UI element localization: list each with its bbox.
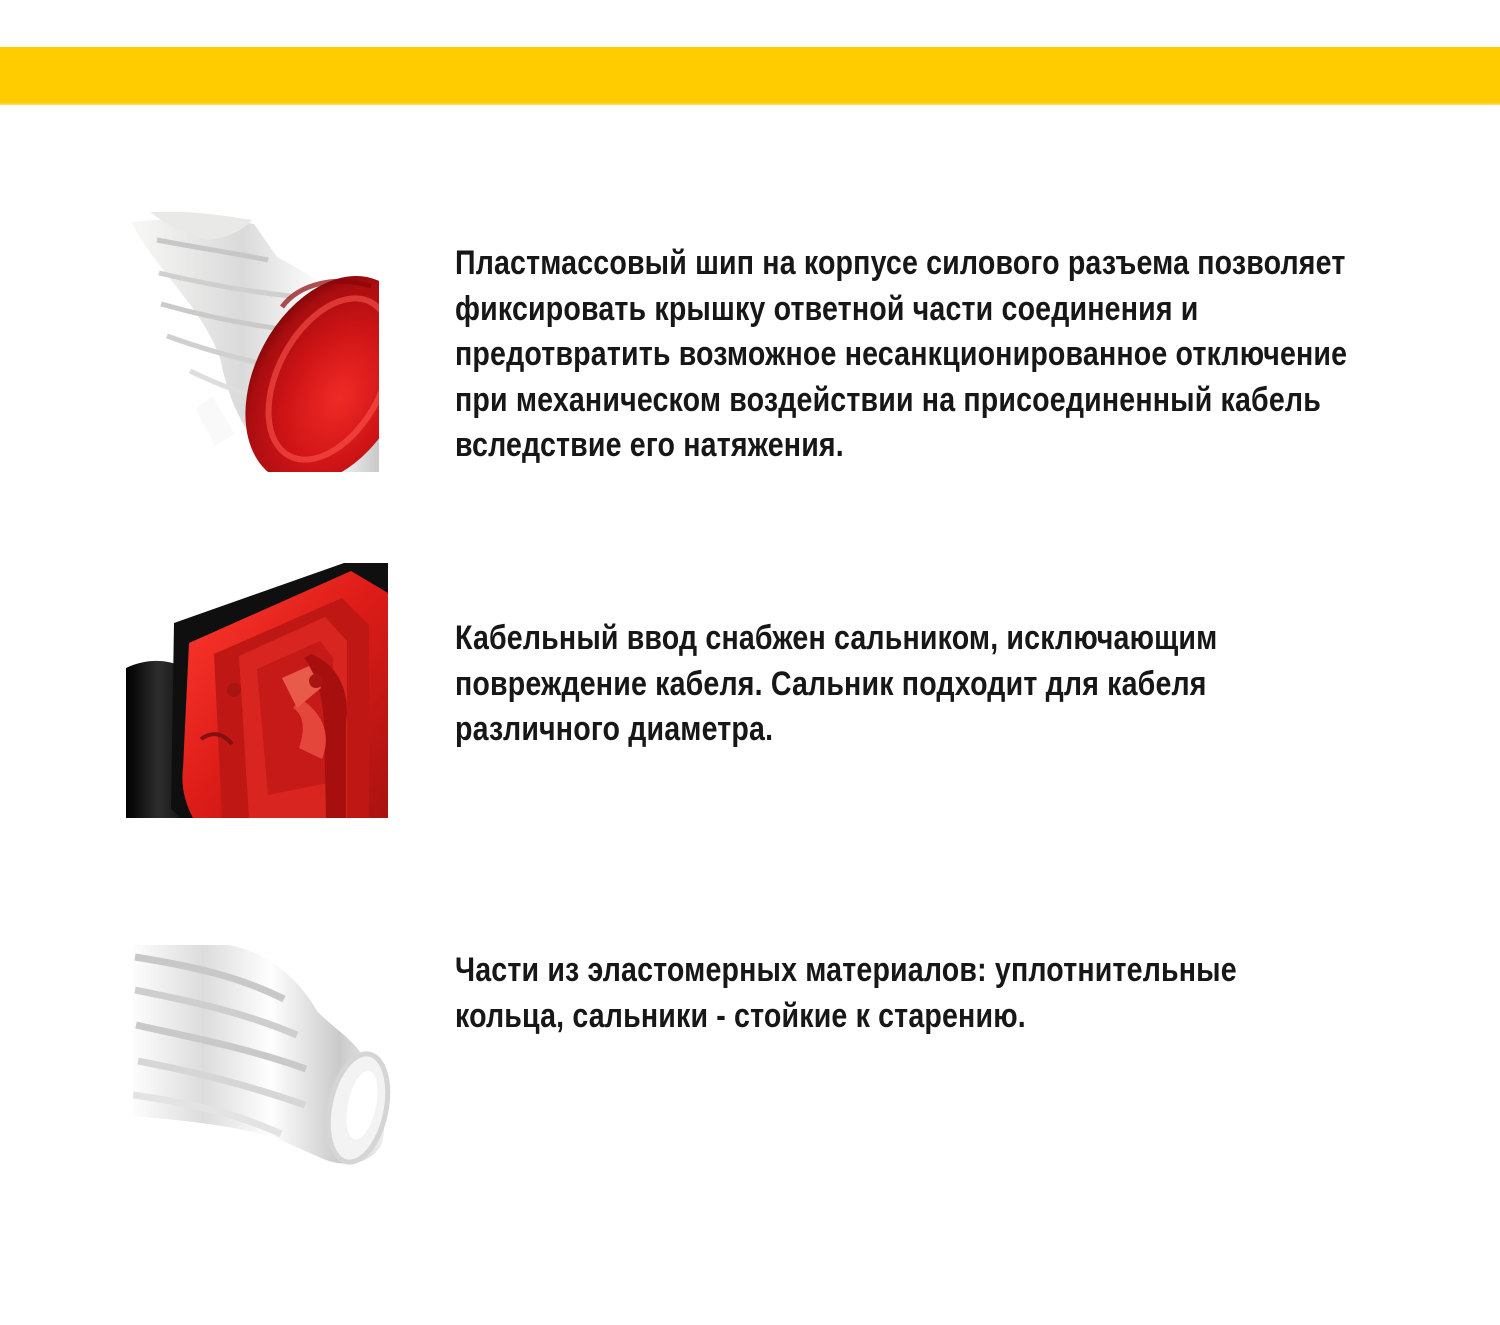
feature-1-line-4: при механическом воздействии на присоединенный кабель [455, 380, 1321, 419]
feature-2-line-1: Кабельный ввод снабжен сальником, исключающим [455, 619, 1218, 657]
feature-1-line-2: фиксировать крышку ответной части соединения и [455, 289, 1199, 328]
feature-1-line-5: вследствие его натяжения. [455, 426, 844, 464]
feature-3-line-2: кольца, сальники - стойкие к старению. [455, 996, 1026, 1035]
feature-1-line-1: Пластмассовый шип на корпусе силового разъема позволяет [455, 244, 1346, 282]
feature-3-text [455, 948, 1261, 1039]
feature-2-line-3: различного диаметра. [455, 710, 774, 748]
feature-2-line-2: повреждение кабеля. Сальник подходит для кабеля [455, 664, 1207, 703]
elastomer-seal-icon [133, 945, 391, 1167]
feature-3-line-1: Части из эластомерных материалов: уплотнительные [455, 951, 1237, 989]
feature-1-line-3: предотвратить возможное несанкционированное отключение [455, 335, 1348, 373]
